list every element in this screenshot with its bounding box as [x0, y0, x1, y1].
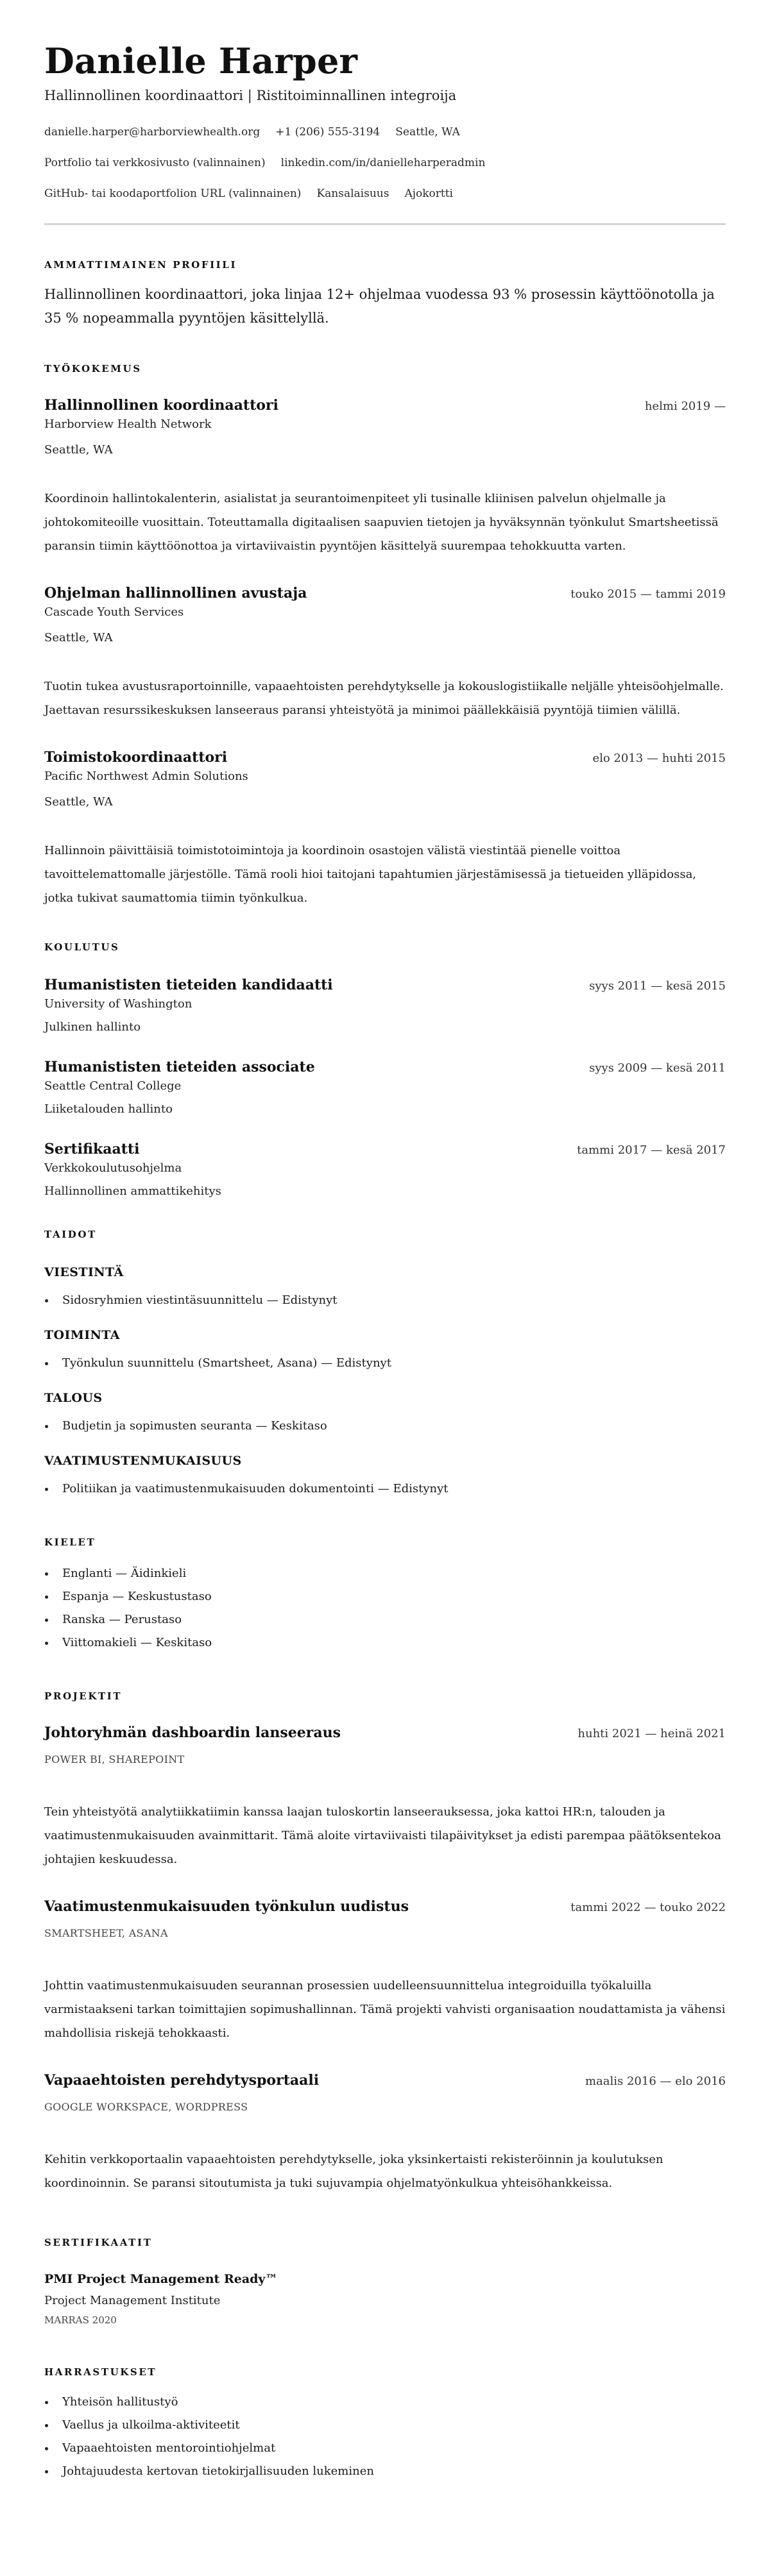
languages-section — [44, 1536, 726, 1651]
language-item: Ranska — Perustaso — [44, 1612, 726, 1628]
education-dates: syys 2011 — kesä 2015 — [589, 979, 726, 993]
section-title: HARRASTUKSET — [44, 2366, 157, 2378]
field-of-study: Julkinen hallinto — [44, 1020, 141, 1034]
skill-group — [44, 1390, 726, 1435]
project-description: Kehitin verkkoportaalin vapaaehtoisten perehdytykselle, joka yksinkertaisti rekisteröinnin ja koulutuksen koordinoinnin. Se paransi sitoutumista ja tuki sujuvampia ohjelmatyönkulkua yhteisöhankkeissa. — [44, 2153, 663, 2190]
skill-item: Politiikan ja vaatimustenmukaisuuden dokumentointi — Edistynyt — [44, 1481, 726, 1497]
hobby-item: Vaellus ja ulkoilma-aktiviteetit — [44, 2417, 726, 2434]
project-tech: GOOGLE WORKSPACE, WORDPRESS — [44, 2101, 248, 2113]
project-dates: maalis 2016 — elo 2016 — [585, 2075, 726, 2088]
phone: +1 (206) 555-3194 — [275, 126, 381, 139]
skill-item: Budjetin ja sopimusten seuranta — Keskitaso — [44, 1418, 726, 1435]
project-tech: SMARTSHEET, ASANA — [44, 1927, 168, 1939]
email-link[interactable]: danielle.harper@harborviewhealth.org — [44, 126, 261, 139]
education-entry — [44, 1057, 726, 1118]
linkedin-link[interactable]: linkedin.com/in/danielleharperadmin — [280, 156, 486, 169]
resume-header — [44, 40, 726, 225]
citizenship: Kansalaisuus — [316, 187, 389, 200]
hobby-item: Johtajuudesta kertovan tietokirjallisuuden lukeminen — [44, 2463, 726, 2480]
project-title: Johtoryhmän dashboardin lanseeraus — [44, 1724, 341, 1741]
project-description: Tein yhteistyötä analytiikkatiimin kanssa laajan tuloskortin lanseerauksessa, joka kattoi HR:n, talouden ja vaatimustenmukaisuuden avainmittarit. Tämä aloite virtaviivaisti tilapäivitykset ja edisti parempaa päätöksentekoa johtajien keskuudessa. — [44, 1805, 721, 1866]
job-title: Toimistokoordinaattori — [44, 749, 228, 766]
hobby-item: Vapaaehtoisten mentorointiohjelmat — [44, 2440, 726, 2457]
project-dates: huhti 2021 — heinä 2021 — [578, 1727, 726, 1740]
job-dates: elo 2013 — huhti 2015 — [592, 752, 726, 765]
skill-group-title: TALOUS — [44, 1391, 103, 1405]
certification-entry — [44, 2271, 726, 2327]
project-title: Vapaaehtoisten perehdytysportaali — [44, 2072, 320, 2089]
education-dates: tammi 2017 — kesä 2017 — [577, 1143, 726, 1157]
skill-item: Sidosryhmien viestintäsuunnittelu — Edistynyt — [44, 1292, 726, 1309]
headline: Hallinnollinen koordinaattori | Ristitoiminnallinen integroija — [44, 88, 457, 103]
language-item: Viittomakieli — Keskitaso — [44, 1635, 726, 1651]
language-item: Englanti — Äidinkieli — [44, 1565, 726, 1582]
job-title: Ohjelman hallinnollinen avustaja — [44, 585, 307, 602]
institution: Seattle Central College — [44, 1079, 182, 1093]
job-description: Tuotin tukea avustusraportoinnille, vapaaehtoisten perehdytykselle ja kokouslogistiikalle neljälle yhteisöohjelmalle. Jaettavan resurssikeskuksen lanseeraus paransi yhteistyötä ja minimoi päällekkäisiä pyyntöjä tiimien välillä. — [44, 680, 724, 717]
employer: Pacific Northwest Admin Solutions — [44, 770, 248, 783]
hobbies-section — [44, 2366, 726, 2480]
certifications-section — [44, 2236, 726, 2327]
field-of-study: Hallinnollinen ammattikehitys — [44, 1184, 221, 1198]
degree-title: Humanististen tieteiden associate — [44, 1059, 315, 1075]
skill-group-title: TOIMINTA — [44, 1328, 120, 1342]
section-title: AMMATTIMAINEN PROFIILI — [44, 259, 237, 271]
institution: Verkkokoulutusohjelma — [44, 1161, 182, 1175]
skill-group-title: VIESTINTÄ — [44, 1265, 124, 1279]
section-title: TYÖKOKEMUS — [44, 363, 142, 375]
skill-item: Työnkulun suunnittelu (Smartsheet, Asana) — Edistynyt — [44, 1355, 726, 1372]
certification-name: PMI Project Management Ready™ — [44, 2272, 278, 2286]
language-item: Espanja — Keskustustaso — [44, 1588, 726, 1605]
section-title: SERTIFIKAATIT — [44, 2237, 153, 2248]
project-tech: POWER BI, SHAREPOINT — [44, 1753, 185, 1765]
project-title: Vaatimustenmukaisuuden työnkulun uudistus — [44, 1898, 409, 1915]
projects-section — [44, 1690, 726, 2195]
job-dates: helmi 2019 — — [644, 400, 726, 413]
job-location: Seattle, WA — [44, 631, 113, 644]
contact-row — [44, 186, 726, 201]
header-divider — [44, 223, 726, 225]
contact-row — [44, 124, 726, 140]
section-title: KIELET — [44, 1536, 96, 1548]
degree-title: Humanististen tieteiden kandidaatti — [44, 977, 333, 993]
profile-summary: Hallinnollinen koordinaattori, joka linjaa 12+ ohjelmaa vuodessa 93 % prosessin käyttöönotolla ja 35 % nopeammalla pyyntöjen käsittelyllä. — [44, 287, 715, 326]
institution: University of Washington — [44, 997, 193, 1011]
employer: Cascade Youth Services — [44, 605, 184, 619]
field-of-study: Liiketalouden hallinto — [44, 1102, 173, 1116]
certification-issuer: Project Management Institute — [44, 2294, 221, 2307]
project-entry — [44, 1723, 726, 1871]
education-entry — [44, 975, 726, 1036]
certification-date: MARRAS 2020 — [44, 2314, 117, 2326]
work-section — [44, 362, 726, 910]
job-title: Hallinnollinen koordinaattori — [44, 397, 278, 414]
degree-title: Sertifikaatti — [44, 1141, 140, 1158]
skills-section — [44, 1228, 726, 1497]
skill-group-title: VAATIMUSTENMUKAISUUS — [44, 1454, 242, 1468]
skill-group — [44, 1327, 726, 1372]
education-section — [44, 941, 726, 1200]
github-link[interactable]: GitHub- tai koodaportfolion URL (valinnainen) — [44, 187, 302, 200]
education-dates: syys 2009 — kesä 2011 — [589, 1061, 726, 1075]
contact-row — [44, 155, 726, 171]
portfolio-link[interactable]: Portfolio tai verkkosivusto (valinnainen) — [44, 156, 266, 169]
section-title: PROJEKTIT — [44, 1690, 123, 1702]
project-entry — [44, 1897, 726, 2045]
section-title: KOULUTUS — [44, 941, 120, 953]
hobby-item: Yhteisön hallitustyö — [44, 2394, 726, 2411]
section-title: TAIDOT — [44, 1229, 97, 1240]
work-entry — [44, 748, 726, 910]
job-location: Seattle, WA — [44, 795, 113, 809]
skill-group — [44, 1264, 726, 1309]
location: Seattle, WA — [395, 126, 460, 139]
education-entry — [44, 1140, 726, 1200]
job-description: Hallinnoin päivittäisiä toimistotoimintoja ja koordinoin osastojen välistä viestintää pienelle voittoa tavoittelemattomalle järjestölle. Tämä rooli hioi taitojani tapahtumien järjestämisessä ja tietueiden ylläpidossa, jotka tukivat saumattomia tiimin työnkulkua. — [44, 844, 697, 905]
drivers-license: Ajokortti — [404, 187, 453, 200]
skill-group — [44, 1452, 726, 1497]
candidate-name: Danielle Harper — [44, 40, 358, 81]
project-description: Johttin vaatimustenmukaisuuden seurannan prosessien uudelleensuunnittelua integroiduilla työkaluilla varmistaakseni tarkan toimittajien sopimushallinnan. Tämä projekti vahvisti organisaation noudattamista ja vähensi mahdollisia riskejä tehokkaasti. — [44, 1979, 726, 2040]
profile-section — [44, 258, 726, 330]
job-description: Koordinoin hallintokalenterin, asialistat ja seurantoimenpiteet yli tusinalle kliinisen palvelun ohjelmalle ja johtokomiteoille vuosittain. Toteuttamalla digitaalisen saapuvien tietojen ja hyväksynnän työnkulut Smartsheetissä paransin tiimin käyttöönottoa ja virtaviivaistin pyyntöjen käsittelyä suurempaa tehokkuutta varten. — [44, 492, 719, 553]
project-entry — [44, 2071, 726, 2195]
job-location: Seattle, WA — [44, 443, 113, 457]
job-dates: touko 2015 — tammi 2019 — [570, 587, 726, 601]
work-entry — [44, 584, 726, 722]
employer: Harborview Health Network — [44, 417, 212, 431]
project-dates: tammi 2022 — touko 2022 — [570, 1901, 726, 1914]
work-entry — [44, 396, 726, 558]
